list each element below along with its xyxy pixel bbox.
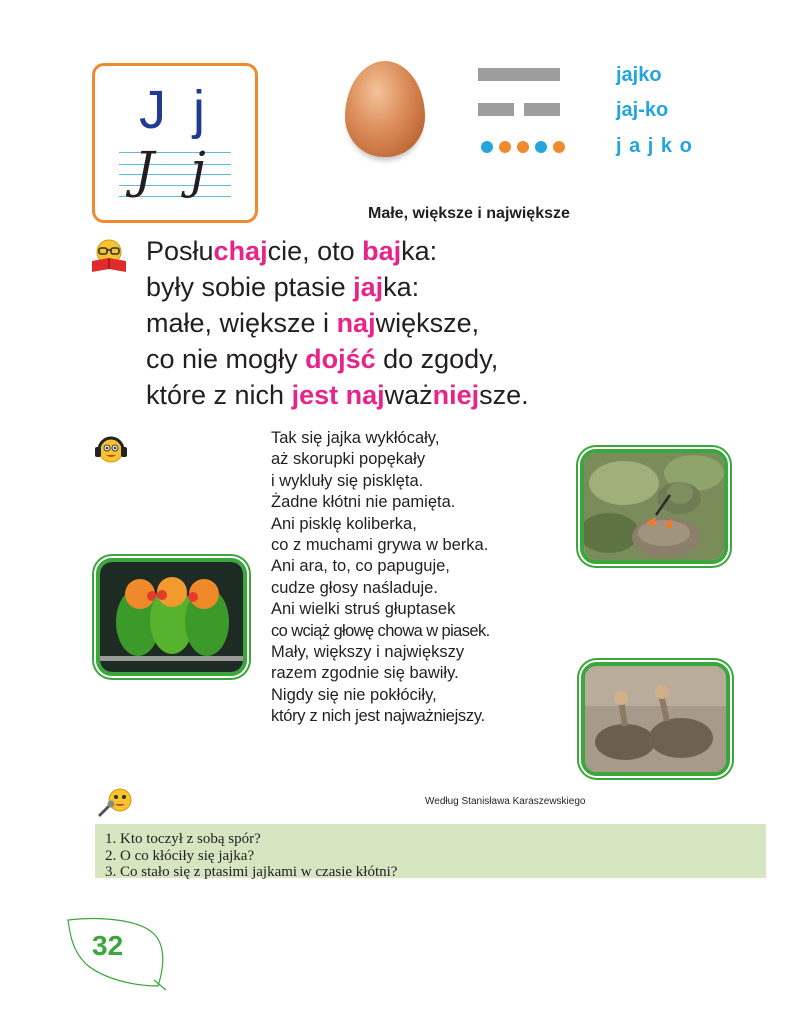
- story-line: Tak się jajka wykłócały,: [271, 429, 440, 447]
- poem-line-5: które z nich jest najważniejsze.: [146, 380, 529, 410]
- question-item: 1. Kto toczył z sobą spór?: [105, 831, 261, 847]
- parrots-photo: [96, 558, 247, 676]
- phoneme-dot: [499, 141, 511, 153]
- ostrich-chicks-photo: [581, 662, 730, 776]
- phoneme-dot: [535, 141, 547, 153]
- syllable-bar-1: [478, 103, 514, 116]
- story-line: co z muchami grywa w berka.: [271, 536, 489, 555]
- letter-script: J j: [134, 141, 216, 199]
- poem: [146, 233, 529, 413]
- story-line: razem zgodnie się bawiły.: [271, 664, 459, 683]
- reading-emoji-icon: [89, 239, 129, 278]
- letter-card: [92, 63, 258, 223]
- story-line: Nigdy się nie pokłóciły,: [271, 685, 437, 704]
- poem-subtitle: Małe, większe i największe: [368, 205, 570, 222]
- page-number: 32: [92, 930, 124, 961]
- microphone-emoji-icon: [96, 787, 134, 824]
- story-line: który z nich jest najważniejszy.: [271, 707, 485, 726]
- poem-line-4: co nie mogły dojść do zgody,: [146, 344, 499, 374]
- story-line: Ani ara, to, co papuguje,: [271, 557, 450, 576]
- poem-line-3: małe, większe i największe,: [146, 308, 480, 338]
- story-text: [271, 428, 490, 728]
- word-letters: j a j k o: [616, 135, 693, 157]
- story-line: Ani pisklę koliberka,: [271, 514, 417, 533]
- story-line: Ani wielki struś głuptasek: [271, 600, 456, 619]
- phoneme-dot: [481, 141, 493, 153]
- egg-image: [345, 61, 425, 157]
- poem-line-2: były sobie ptasie jajka:: [146, 272, 420, 302]
- story-line: co wciąż głowę chowa w piasek.: [271, 621, 490, 640]
- attribution: Według Stanisława Karaszewskiego: [425, 796, 586, 807]
- story-line: Mały, większy i największy: [271, 643, 465, 662]
- story-line: Żadne kłótni nie pamięta.: [271, 493, 456, 512]
- phoneme-dot: [517, 141, 529, 153]
- story-line: aż skorupki popękały: [271, 450, 426, 469]
- questions-box: [95, 824, 766, 878]
- question-item: 3. Co stało się z ptasimi jajkami w czasie kłótni?: [105, 864, 398, 880]
- question-item: 2. O co kłóciły się jajka?: [105, 847, 255, 864]
- headphones-emoji-icon: [94, 433, 128, 470]
- word-scheme-bar: [478, 68, 560, 81]
- syllable-bar-2: [524, 103, 560, 116]
- letter-print: J j: [139, 80, 211, 140]
- poem-line-1: Posłuchajcie, oto bajka:: [146, 236, 438, 266]
- story-line: cudze głosy naśladuje.: [271, 578, 438, 597]
- word-whole: jajko: [616, 64, 662, 86]
- phoneme-dot: [553, 141, 565, 153]
- story-line: i wykluły się pisklęta.: [271, 471, 424, 490]
- hummingbird-photo: [580, 449, 728, 564]
- word-syllables: jaj-ko: [616, 99, 669, 121]
